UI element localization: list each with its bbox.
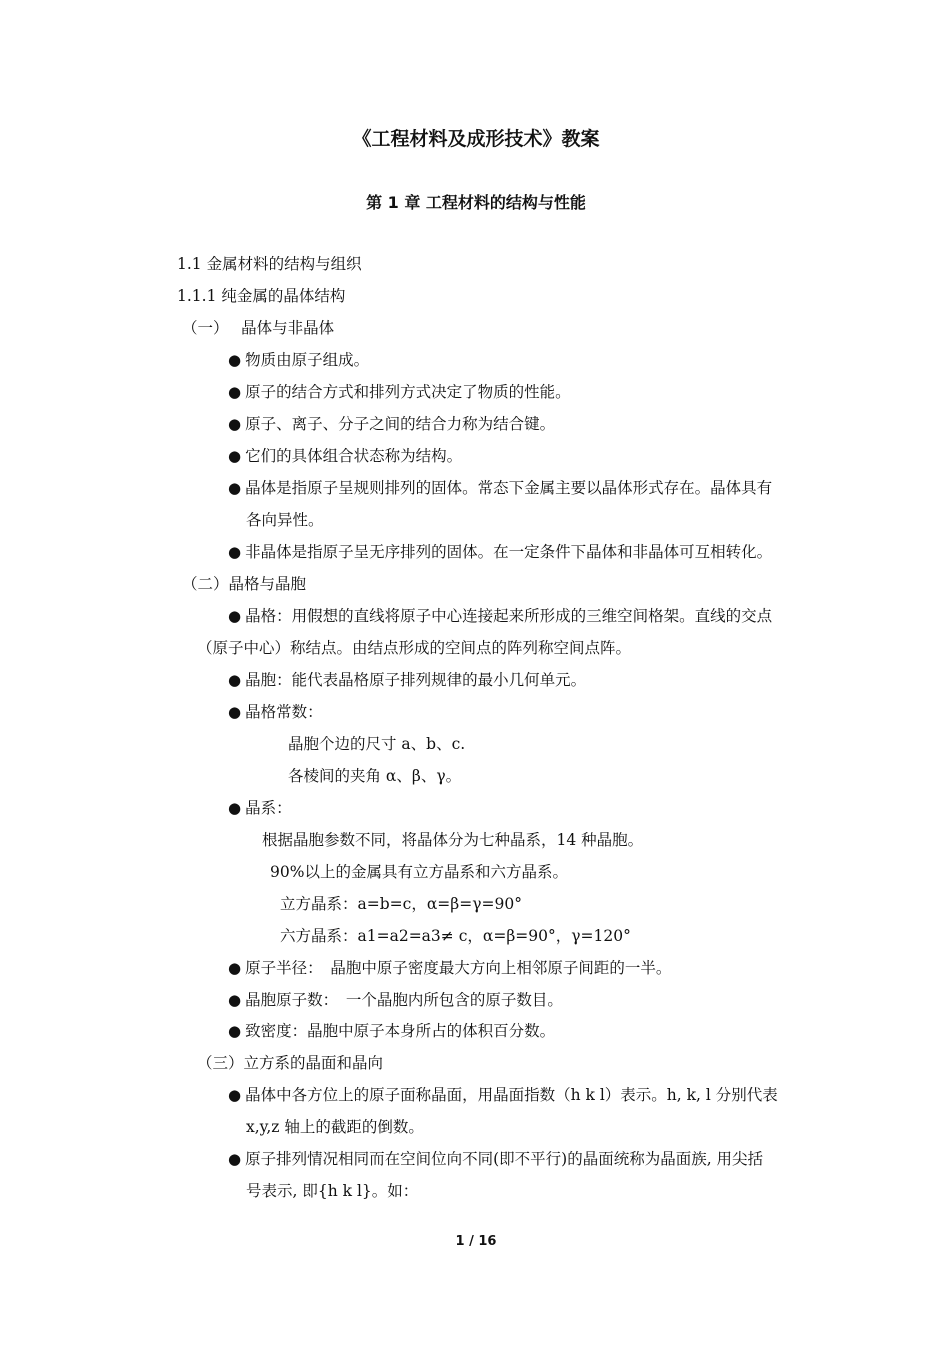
part-heading: （三）立方系的晶面和晶向	[197, 1054, 384, 1072]
indented-text: 晶胞个边的尺寸 a、b、c.	[288, 735, 466, 753]
bullet-item: ● 原子、离子、分子之间的结合力称为结合键。	[228, 415, 556, 433]
bullet-item: ● 晶体是指原子呈规则排列的固体。常态下金属主要以晶体形式存在。晶体具有	[228, 479, 773, 497]
bullet-item: ● 晶胞：能代表晶格原子排列规律的最小几何单元。	[228, 671, 587, 689]
indented-text: 根据晶胞参数不同，将晶体分为七种晶系，14 种晶胞。	[262, 831, 644, 849]
bullet-dot-icon: ●	[228, 671, 242, 689]
bullet-item: ● 晶胞原子数： 一个晶胞内所包含的原子数目。	[228, 991, 563, 1009]
part-heading: （二）晶格与晶胞	[182, 575, 307, 593]
bullet-continuation: （原子中心）称结点。由结点形成的空间点的阵列称空间点阵。	[197, 639, 632, 657]
bullet-item: ● 原子半径： 晶胞中原子密度最大方向上相邻原子间距的一半。	[228, 959, 672, 977]
bullet-dot-icon: ●	[228, 799, 242, 817]
indented-text: 90%以上的金属具有立方晶系和六方晶系。	[270, 863, 568, 881]
bullet-item: ● 原子的结合方式和排列方式决定了物质的性能。	[228, 383, 571, 401]
indented-text: 六方晶系：a1=a2=a3≠ c，α=β=90°，γ=120°	[280, 927, 631, 945]
bullet-dot-icon: ●	[228, 1150, 242, 1168]
bullet-dot-icon: ●	[228, 1022, 242, 1040]
bullet-item: ● 致密度：晶胞中原子本身所占的体积百分数。	[228, 1022, 556, 1040]
bullet-continuation: 各向异性。	[246, 511, 324, 529]
bullet-dot-icon: ●	[228, 543, 242, 561]
bullet-dot-icon: ●	[228, 383, 242, 401]
indented-text: 立方晶系：a=b=c，α=β=γ=90°	[280, 895, 522, 913]
bullet-item: ● 非晶体是指原子呈无序排列的固体。在一定条件下晶体和非晶体可互相转化。	[228, 543, 773, 561]
chapter-title: 第 1 章 工程材料的结构与性能	[366, 193, 586, 212]
bullet-continuation: x,y,z 轴上的截距的倒数。	[246, 1118, 424, 1136]
bullet-dot-icon: ●	[228, 959, 242, 977]
bullet-item: ● 晶体中各方位上的原子面称晶面，用晶面指数（h k l）表示。h, k, l 分别代表	[228, 1086, 778, 1104]
page-number: 1 / 16	[455, 1234, 497, 1249]
bullet-dot-icon: ●	[228, 447, 242, 465]
bullet-item: ● 晶格：用假想的直线将原子中心连接起来所形成的三维空间格架。直线的交点	[228, 607, 773, 625]
part-heading: （一） 晶体与非晶体	[182, 319, 335, 337]
bullet-item: ● 晶格常数：	[228, 703, 323, 721]
bullet-dot-icon: ●	[228, 415, 242, 433]
bullet-dot-icon: ●	[228, 703, 242, 721]
bullet-dot-icon: ●	[228, 991, 242, 1009]
bullet-item: ● 原子排列情况相同而在空间位向不同(即不平行)的晶面统称为晶面族, 用尖括	[228, 1150, 764, 1168]
document-title: 《工程材料及成形技术》教案	[352, 128, 600, 150]
bullet-item: ● 物质由原子组成。	[228, 351, 370, 369]
subsection-heading: 1.1.1 纯金属的晶体结构	[177, 287, 346, 305]
indented-text: 各棱间的夹角 α、β、γ。	[288, 767, 462, 785]
section-heading: 1.1 金属材料的结构与组织	[177, 255, 362, 273]
bullet-dot-icon: ●	[228, 479, 242, 497]
bullet-dot-icon: ●	[228, 1086, 242, 1104]
bullet-continuation: 号表示, 即{h k l}。如：	[246, 1182, 419, 1200]
bullet-dot-icon: ●	[228, 351, 242, 369]
bullet-dot-icon: ●	[228, 607, 242, 625]
bullet-item: ● 它们的具体组合状态称为结构。	[228, 447, 463, 465]
bullet-item: ● 晶系：	[228, 799, 292, 817]
